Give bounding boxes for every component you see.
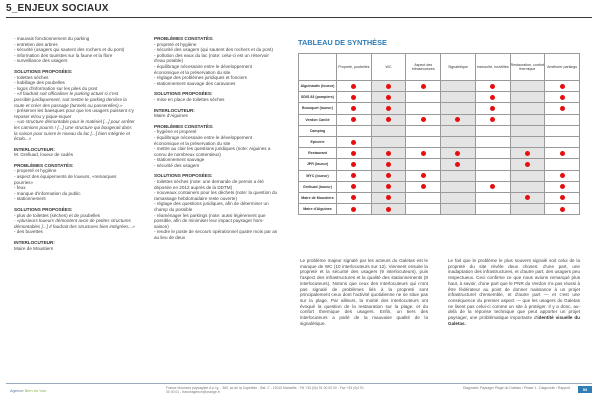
table-cell bbox=[475, 159, 510, 170]
text-line: - préserver les baesques pour que les usagers puissent s'y reposer et/ou y pique-niquer bbox=[14, 108, 134, 119]
table-cell bbox=[441, 148, 476, 159]
table-cell bbox=[371, 136, 406, 147]
text-line: - hygiène et propreté bbox=[154, 129, 197, 135]
red-dot-marker bbox=[351, 140, 356, 145]
text-line: - plus de toilettes (sèches) et de poubelles bbox=[14, 212, 101, 218]
table-cell bbox=[510, 170, 545, 181]
table-cell bbox=[371, 92, 406, 103]
table-row bbox=[299, 192, 580, 203]
table-cell bbox=[371, 170, 406, 181]
table-cell bbox=[337, 92, 372, 103]
table-cell bbox=[371, 204, 406, 215]
text-line: - propreté et hygiène bbox=[14, 168, 57, 174]
analysis-paragraph-right bbox=[448, 258, 580, 326]
red-dot-marker bbox=[351, 173, 356, 178]
red-dot-marker bbox=[386, 117, 391, 122]
text-line: - stationnement sauvage des caravanes bbox=[154, 80, 236, 86]
row-label: Restaurant bbox=[299, 148, 337, 159]
row-label: Alguinautic (loueur) bbox=[299, 81, 337, 92]
red-dot-marker bbox=[351, 207, 356, 212]
text-line: Maire d'Aiguines bbox=[154, 113, 188, 119]
table-cell bbox=[441, 159, 476, 170]
red-dot-marker bbox=[560, 207, 565, 212]
table-cell bbox=[475, 148, 510, 159]
column-header: Propreté, poubelles bbox=[337, 54, 372, 81]
text-line: - mise en place de toilettes sèches bbox=[154, 96, 225, 102]
section-heading: PROBLÈMES CONSTATÉS: bbox=[154, 36, 214, 41]
red-dot-marker bbox=[351, 195, 356, 200]
red-dot-marker bbox=[525, 195, 530, 200]
table-cell bbox=[475, 125, 510, 136]
agency-logo bbox=[10, 389, 46, 393]
table-cell bbox=[475, 92, 510, 103]
row-label: MYC (loueur) bbox=[299, 170, 337, 181]
text-line: - entretien des arbres bbox=[14, 41, 58, 47]
text-line: - logos d'information sur les piles du pont bbox=[14, 85, 98, 91]
table-cell bbox=[406, 81, 441, 92]
table-cell bbox=[406, 125, 441, 136]
text-line: M. Grelluad, loueur de cadés bbox=[14, 152, 73, 158]
table-cell bbox=[475, 181, 510, 192]
table-cell bbox=[475, 204, 510, 215]
table-cell bbox=[510, 204, 545, 215]
section-heading: PROBLÈMES CONSTATÉS: bbox=[154, 123, 214, 129]
text-line: - stationnement sauvage bbox=[154, 157, 205, 163]
middle-text-column bbox=[154, 36, 278, 241]
table-row bbox=[299, 148, 580, 159]
row-label: Grelluad (loueur) bbox=[299, 181, 337, 192]
table-cell bbox=[441, 92, 476, 103]
column-header: WC bbox=[371, 54, 406, 81]
left-text-column bbox=[14, 36, 136, 251]
text-line: - sécurité des usagers (qui sautent des rochers et du pont) bbox=[154, 47, 273, 53]
red-dot-marker bbox=[386, 184, 391, 189]
table-row bbox=[299, 92, 580, 103]
red-dot-marker bbox=[421, 117, 426, 122]
table-row bbox=[299, 103, 580, 114]
table-cell bbox=[475, 170, 510, 181]
red-dot-marker bbox=[490, 184, 495, 189]
row-label: Verdon Canöé bbox=[299, 114, 337, 125]
table-cell bbox=[545, 114, 580, 125]
red-dot-marker bbox=[455, 117, 460, 122]
table-cell bbox=[337, 103, 372, 114]
table-cell bbox=[545, 159, 580, 170]
table-cell bbox=[406, 136, 441, 147]
table-cell bbox=[371, 114, 406, 125]
section-heading: INTERLOCUTEUR: bbox=[14, 146, 55, 152]
table-cell bbox=[371, 125, 406, 136]
text-line: - réglage des questions juridiques, afin de déterminer un champ du possible bbox=[154, 201, 269, 213]
red-dot-marker bbox=[351, 117, 356, 122]
table-cell bbox=[406, 170, 441, 181]
table-cell bbox=[371, 159, 406, 170]
section-heading: SOLUTIONS PROPOSÉES: bbox=[14, 68, 73, 74]
table-cell bbox=[337, 170, 372, 181]
table-cell bbox=[545, 125, 580, 136]
row-label: Bousquet (loueur) bbox=[299, 103, 337, 114]
red-dot-marker bbox=[455, 162, 460, 167]
text-line: - nouveaux containers pour les déchets (note: la question du ramassage hebdomadaire reste ouverte) bbox=[154, 190, 278, 201]
text-line: - aspect des équipements de loueurs, «remarques pourries» bbox=[14, 174, 117, 185]
red-dot-marker bbox=[386, 162, 391, 167]
text-line: - stationnement bbox=[14, 196, 46, 202]
column-header: Signalétique bbox=[441, 54, 476, 81]
row-label: Camping bbox=[299, 125, 337, 136]
table-cell bbox=[406, 181, 441, 192]
red-dot-marker bbox=[560, 106, 565, 111]
title-divider bbox=[6, 17, 592, 18]
text-line: - propreté et hygiène bbox=[154, 41, 197, 47]
red-dot-marker bbox=[490, 117, 495, 122]
table-corner-cell bbox=[299, 54, 337, 81]
quote-line: - «un structure démontable pour le matériel [...] pour arrêter les camions pourris ! [...] Une structure qui bougerait dans la saison pour suivre le niveau du lac [...] bien intégrée et écolo...» bbox=[14, 119, 135, 142]
text-line: - équilibrage nécessaire entre le développement économique et la préservation du site bbox=[154, 134, 253, 146]
table-cell bbox=[475, 103, 510, 114]
table-row bbox=[299, 136, 580, 147]
red-dot-marker bbox=[386, 84, 391, 89]
red-dot-marker bbox=[421, 173, 426, 178]
red-dot-marker bbox=[560, 151, 565, 156]
table-cell bbox=[545, 92, 580, 103]
table-cell bbox=[337, 181, 372, 192]
row-label: Epicerie bbox=[299, 136, 337, 147]
table-cell bbox=[371, 192, 406, 203]
row-label: JPR (loueur) bbox=[299, 159, 337, 170]
red-dot-marker bbox=[421, 184, 426, 189]
synthesis-table bbox=[298, 53, 580, 215]
analysis-paragraph-right-text: Le fait que le problème le plus souvent signalé soit celui de la propreté du site révèle deux choses: d'une part, une inadaptation des infrastructures, et d'autre part, des usagers peu respectueux. Ceci confirme ce que nous avions remarqué plus haut, à savoir, d'une part que le PNR du Verdon n'a pas réussi à être fédérateur au point de donner naissance à un projet infrastructurel d'ensemble, et d'autre part — et c'est une conséquence du premier aspect — que les usagers du Galetas ne lisent pas celui-ci comme un site à protéger. Il y a donc, au-delà de la réponse technique que peut apporter un projet paysager, une problématique importante d' bbox=[448, 258, 580, 321]
table-cell bbox=[545, 81, 580, 92]
table-cell bbox=[545, 181, 580, 192]
text-line: - habillage des poubelles bbox=[14, 80, 65, 86]
page-title: 5_ENJEUX SOCIAUX bbox=[6, 3, 109, 14]
red-dot-marker bbox=[421, 151, 426, 156]
table-header-row bbox=[299, 54, 580, 81]
table-cell bbox=[510, 125, 545, 136]
table-cell bbox=[406, 148, 441, 159]
red-dot-marker bbox=[525, 151, 530, 156]
red-dot-marker bbox=[351, 84, 356, 89]
section-heading: SOLUTIONS PROPOSÉES: bbox=[154, 173, 213, 179]
text-line: - sécurité des usagers bbox=[154, 162, 200, 168]
analysis-paragraph-right-emphasis: identité visuelle du Galetas. bbox=[448, 315, 580, 326]
table-cell bbox=[510, 136, 545, 147]
section-heading: INTERLOCUTEUR: bbox=[14, 240, 55, 245]
table-cell bbox=[510, 114, 545, 125]
table-cell bbox=[441, 192, 476, 203]
table-cell bbox=[441, 136, 476, 147]
agency-logo-accent: Bien en Vue bbox=[24, 388, 47, 393]
red-dot-marker bbox=[351, 184, 356, 189]
page-number: 53 bbox=[578, 386, 592, 393]
text-line: - toilettes sèches (note: une demande de permis a été déposée en 2012 auprès de la DDTM) bbox=[154, 179, 264, 190]
row-label: SDIS 83 (pompiers) bbox=[299, 92, 337, 103]
red-dot-marker bbox=[560, 184, 565, 189]
row-label: Maire de Moustiers bbox=[299, 192, 337, 203]
table-row bbox=[299, 204, 580, 215]
table-cell bbox=[545, 192, 580, 203]
table-cell bbox=[337, 125, 372, 136]
text-line: - sécurité (usagers qui sautent des rochers et du pont) bbox=[14, 47, 125, 53]
table-cell bbox=[337, 148, 372, 159]
table-cell bbox=[406, 92, 441, 103]
table-row bbox=[299, 114, 580, 125]
table-cell bbox=[475, 114, 510, 125]
text-line: - mettre au clair les questions juridiques (note: Aiguines a connu de nombreux contentieux) bbox=[154, 146, 271, 157]
red-dot-marker bbox=[490, 106, 495, 111]
red-dot-marker bbox=[560, 95, 565, 100]
text-line: - rendre le poste de secours opérationnel quatre mois par an au lieu de deux bbox=[154, 229, 278, 240]
column-header: Améliorer parkings bbox=[545, 54, 580, 81]
column-header: Restauration, confort thermique bbox=[510, 54, 545, 81]
red-dot-marker bbox=[455, 151, 460, 156]
red-dot-marker bbox=[386, 173, 391, 178]
red-dot-marker bbox=[351, 95, 356, 100]
column-header: Insécurité, incivilités bbox=[475, 54, 510, 81]
table-cell bbox=[510, 92, 545, 103]
table-cell bbox=[510, 159, 545, 170]
table-cell bbox=[545, 148, 580, 159]
section-heading: SOLUTIONS PROPOSÉES: bbox=[14, 207, 73, 213]
table-cell bbox=[441, 181, 476, 192]
table-cell bbox=[510, 192, 545, 203]
table-cell bbox=[441, 81, 476, 92]
text-line: - surveillance des usagers bbox=[14, 58, 68, 64]
text-line: - feux bbox=[14, 185, 26, 191]
red-dot-marker bbox=[490, 95, 495, 100]
red-dot-marker bbox=[386, 151, 391, 156]
table-cell bbox=[545, 103, 580, 114]
table-cell bbox=[475, 81, 510, 92]
red-dot-marker bbox=[560, 173, 565, 178]
text-line: - réaménager les parkings (note: aussi légèrement que possible, afin de minimiser leur impact paysager hors-saison) bbox=[154, 212, 266, 229]
table-cell bbox=[475, 192, 510, 203]
text-line: - réglage des problèmes juridiques et fonciers bbox=[154, 75, 247, 81]
section-heading: INTERLOCUTEUR: bbox=[154, 107, 195, 113]
section-heading: SOLUTIONS PROPOSÉES: bbox=[154, 91, 213, 97]
row-label: Maire d'Aiguines bbox=[299, 204, 337, 215]
red-dot-marker bbox=[490, 84, 495, 89]
table-cell bbox=[337, 159, 372, 170]
red-dot-marker bbox=[386, 95, 391, 100]
red-dot-marker bbox=[351, 106, 356, 111]
text-line: - information des touristes sur la faune et la flore bbox=[14, 52, 113, 58]
table-cell bbox=[545, 204, 580, 215]
table-cell bbox=[510, 148, 545, 159]
table-cell bbox=[510, 181, 545, 192]
red-dot-marker bbox=[351, 151, 356, 156]
table-cell bbox=[406, 192, 441, 203]
table-cell bbox=[441, 204, 476, 215]
section-heading: PROBLÈMES CONSTATÉS: bbox=[14, 162, 74, 168]
text-line: - des buvettes bbox=[14, 229, 43, 235]
table-cell bbox=[337, 114, 372, 125]
red-dot-marker bbox=[386, 207, 391, 212]
table-cell bbox=[337, 136, 372, 147]
table-cell bbox=[441, 125, 476, 136]
table-cell bbox=[337, 81, 372, 92]
agency-logo-main: Agence bbox=[10, 388, 25, 393]
text-line: - manque d'information du public bbox=[14, 190, 81, 196]
footer-document-title: Diagnostic Paysager Plage du Galetas / Phase 1 - Diagnostic / Rapport bbox=[462, 386, 570, 390]
table-cell bbox=[406, 204, 441, 215]
table-cell bbox=[406, 114, 441, 125]
text-line: - pollution des eaux du lac (note: celui-ci est un réservoir d'eau potable) bbox=[154, 52, 269, 64]
table-cell bbox=[545, 170, 580, 181]
red-dot-marker bbox=[421, 84, 426, 89]
red-dot-marker bbox=[560, 84, 565, 89]
table-cell bbox=[337, 192, 372, 203]
table-row bbox=[299, 181, 580, 192]
table-row bbox=[299, 159, 580, 170]
red-dot-marker bbox=[525, 162, 530, 167]
table-cell bbox=[406, 159, 441, 170]
table-cell bbox=[510, 81, 545, 92]
table-body bbox=[299, 81, 580, 215]
text-line: - toilettes sèches bbox=[14, 74, 49, 80]
text-line: - équilibrage nécessaire entre le développement économique et la préservation du site bbox=[154, 63, 253, 75]
table-row bbox=[299, 125, 580, 136]
table-cell bbox=[371, 103, 406, 114]
table-cell bbox=[510, 103, 545, 114]
red-dot-marker bbox=[386, 195, 391, 200]
analysis-paragraph-left: Le problème majeur signalé par les acteurs du Galetas est le manque de WC (10 interlocuteurs sur 12). Viennent ensuite la propreté et la sécurité des usagers (9 interlocuteurs), puis l'aspect des infrastructures et la qualité des stationnements (8 interlocuteurs). Notons que ceux des interlocuteurs qui n'ont pas signalé de problèmes liés à la propreté sont principalement ceux dont l'activité quotidienne ne se situe pas sur la plage. Par ailleurs, la moitié des interlocuteurs ont évoqué la question de la restauration sur la plage, et du confort thermique des usagers. Enfin, un tiers des interlocuteurs a parlé de la mauvaise qualité de la signalétique. bbox=[300, 258, 428, 326]
red-dot-marker bbox=[351, 162, 356, 167]
table-cell bbox=[441, 103, 476, 114]
table-cell bbox=[371, 181, 406, 192]
text-line: - mauvais fonctionnement du parking bbox=[14, 36, 90, 41]
footer-address: France Mousses paysagiste d.p.l.g. - 360, av de la Capelette - Bat. C - 13010 Marseille - Tél +33 (0)4 91 00 00 00 - Fax +33 (0)4 91 00 00 01 - franceagence@orange.fr bbox=[166, 386, 364, 394]
table-row bbox=[299, 170, 580, 181]
table-cell bbox=[441, 114, 476, 125]
text-line: Maire de Moustiers bbox=[14, 245, 54, 251]
table-cell bbox=[371, 148, 406, 159]
table-cell bbox=[441, 170, 476, 181]
table-row bbox=[299, 81, 580, 92]
footer-divider bbox=[6, 383, 592, 384]
table-title: TABLEAU DE SYNTHÈSE bbox=[298, 38, 387, 47]
table-cell bbox=[475, 136, 510, 147]
table-cell bbox=[337, 204, 372, 215]
column-header: Aspect des infrastructures bbox=[406, 54, 441, 81]
table-cell bbox=[406, 103, 441, 114]
red-dot-marker bbox=[560, 195, 565, 200]
table-cell bbox=[371, 81, 406, 92]
quote-line: - «plusieurs loueurs démontent avoir de petites structures démontables [...] Il faudrait des structures bien intégrées...» bbox=[14, 218, 135, 229]
red-dot-marker bbox=[386, 106, 391, 111]
quote-line: - «Il faudrait soit officialiser le parking actuel si c'est possible juridiquement, soit mettre le parking derrière la route et créer des passage (tunnels ou passerelles).» bbox=[14, 91, 127, 108]
table-cell bbox=[545, 136, 580, 147]
